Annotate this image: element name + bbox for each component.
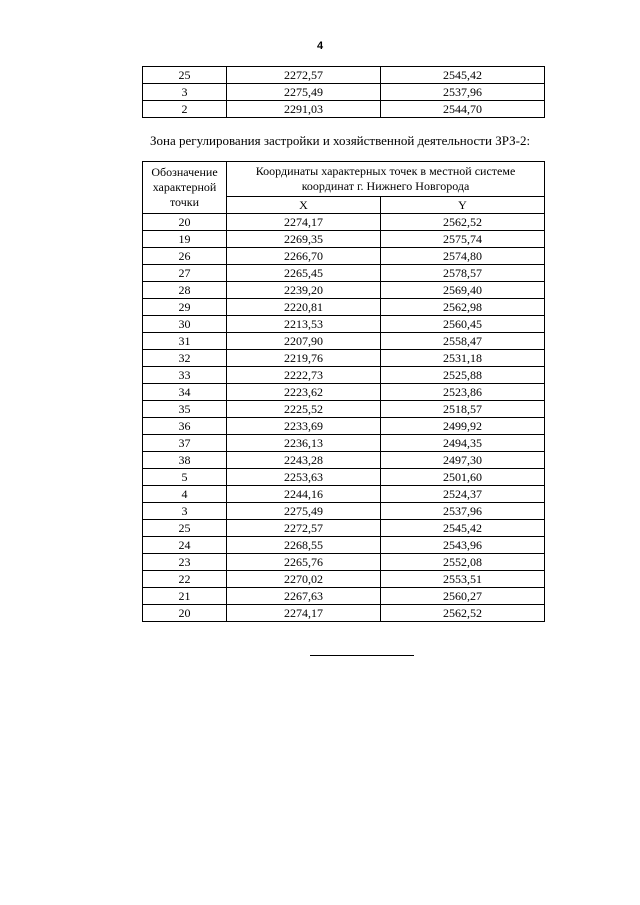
y-coordinate-cell: 2562,52 [381, 214, 545, 231]
table-row [143, 367, 545, 384]
point-id-cell: 3 [143, 84, 227, 101]
point-id-cell: 25 [143, 520, 227, 537]
point-id-cell: 4 [143, 486, 227, 503]
x-coordinate-cell: 2274,17 [227, 214, 381, 231]
point-id-cell: 20 [143, 605, 227, 622]
x-coordinate-cell: 2219,76 [227, 350, 381, 367]
y-coordinate-cell: 2523,86 [381, 384, 545, 401]
x-coordinate-cell: 2213,53 [227, 316, 381, 333]
y-coordinate-cell: 2562,52 [381, 605, 545, 622]
table-row [143, 486, 545, 503]
y-coordinate-cell: 2545,42 [381, 520, 545, 537]
x-coordinate-cell: 2275,49 [227, 503, 381, 520]
y-coordinate-cell: 2560,45 [381, 316, 545, 333]
table-row [143, 435, 545, 452]
y-coordinate-cell: 2501,60 [381, 469, 545, 486]
table-row [143, 588, 545, 605]
point-id-cell: 36 [143, 418, 227, 435]
point-id-cell: 27 [143, 265, 227, 282]
x-coordinate-cell: 2239,20 [227, 282, 381, 299]
table-row [143, 503, 545, 520]
y-coordinate-cell: 2518,57 [381, 401, 545, 418]
point-id-cell: 24 [143, 537, 227, 554]
table-row [143, 520, 545, 537]
y-coordinate-cell: 2558,47 [381, 333, 545, 350]
point-id-cell: 30 [143, 316, 227, 333]
point-id-cell: 33 [143, 367, 227, 384]
table-row [143, 333, 545, 350]
y-coordinate-cell: 2525,88 [381, 367, 545, 384]
x-coordinate-cell: 2272,57 [227, 520, 381, 537]
x-coordinate-cell: 2266,70 [227, 248, 381, 265]
table-row [143, 452, 545, 469]
y-coordinate-cell: 2499,92 [381, 418, 545, 435]
point-id-cell: 5 [143, 469, 227, 486]
y-coordinate-cell: 2562,98 [381, 299, 545, 316]
y-coordinate-cell: 2531,18 [381, 350, 545, 367]
point-id-cell: 3 [143, 503, 227, 520]
x-coordinate-cell: 2270,02 [227, 571, 381, 588]
point-id-cell: 23 [143, 554, 227, 571]
x-coordinate-cell: 2244,16 [227, 486, 381, 503]
x-coordinate-cell: 2275,49 [227, 84, 381, 101]
table-row [143, 605, 545, 622]
point-id-cell: 2 [143, 101, 227, 118]
x-coordinate-cell: 2243,28 [227, 452, 381, 469]
table-row [143, 537, 545, 554]
point-id-cell: 25 [143, 67, 227, 84]
table-row [143, 67, 545, 84]
table-row [143, 401, 545, 418]
y-coordinate-cell: 2569,40 [381, 282, 545, 299]
x-coordinate-cell: 2220,81 [227, 299, 381, 316]
point-id-cell: 31 [143, 333, 227, 350]
point-id-cell: 28 [143, 282, 227, 299]
point-id-cell: 34 [143, 384, 227, 401]
x-coordinate-cell: 2265,76 [227, 554, 381, 571]
x-coordinate-cell: 2272,57 [227, 67, 381, 84]
point-id-cell: 35 [143, 401, 227, 418]
table-row [143, 316, 545, 333]
header-coordinates: Координаты характерных точек в местной системе координат г. Нижнего Новгорода [227, 162, 545, 197]
table-row [143, 282, 545, 299]
point-id-cell: 20 [143, 214, 227, 231]
x-coordinate-cell: 2265,45 [227, 265, 381, 282]
x-coordinate-cell: 2233,69 [227, 418, 381, 435]
point-id-cell: 26 [143, 248, 227, 265]
y-coordinate-cell: 2553,51 [381, 571, 545, 588]
table-row [143, 384, 545, 401]
y-coordinate-cell: 2578,57 [381, 265, 545, 282]
table-row [143, 84, 545, 101]
point-id-cell: 22 [143, 571, 227, 588]
table-row [143, 554, 545, 571]
x-coordinate-cell: 2223,62 [227, 384, 381, 401]
x-coordinate-cell: 2268,55 [227, 537, 381, 554]
point-id-cell: 21 [143, 588, 227, 605]
y-coordinate-cell: 2560,27 [381, 588, 545, 605]
x-coordinate-cell: 2291,03 [227, 101, 381, 118]
table-row [143, 214, 545, 231]
coordinates-table-zrz2-body [143, 214, 545, 622]
table-row [143, 101, 545, 118]
x-coordinate-cell: 2207,90 [227, 333, 381, 350]
table-row [143, 350, 545, 367]
point-id-cell: 38 [143, 452, 227, 469]
header-point-designation: Обозначение характерной точки [143, 162, 227, 214]
x-coordinate-cell: 2236,13 [227, 435, 381, 452]
x-coordinate-cell: 2267,63 [227, 588, 381, 605]
y-coordinate-cell: 2524,37 [381, 486, 545, 503]
table-row [143, 571, 545, 588]
y-coordinate-cell: 2537,96 [381, 503, 545, 520]
point-id-cell: 29 [143, 299, 227, 316]
x-coordinate-cell: 2253,63 [227, 469, 381, 486]
x-coordinate-cell: 2269,35 [227, 231, 381, 248]
x-coordinate-cell: 2222,73 [227, 367, 381, 384]
y-coordinate-cell: 2575,74 [381, 231, 545, 248]
table-row [143, 231, 545, 248]
point-id-cell: 19 [143, 231, 227, 248]
point-id-cell: 37 [143, 435, 227, 452]
point-id-cell: 32 [143, 350, 227, 367]
table-row [143, 299, 545, 316]
y-coordinate-cell: 2574,80 [381, 248, 545, 265]
y-coordinate-cell: 2494,35 [381, 435, 545, 452]
x-coordinate-cell: 2225,52 [227, 401, 381, 418]
x-coordinate-cell: 2274,17 [227, 605, 381, 622]
y-coordinate-cell: 2497,30 [381, 452, 545, 469]
table-row [143, 418, 545, 435]
zone-title: Зона регулирования застройки и хозяйственной деятельности ЗРЗ-2: [150, 133, 531, 148]
coordinates-table-zrz2 [142, 161, 545, 622]
table-row [143, 469, 545, 486]
y-coordinate-cell: 2545,42 [381, 67, 545, 84]
y-coordinate-cell: 2544,70 [381, 101, 545, 118]
table-row [143, 265, 545, 282]
footer-rule [310, 655, 414, 656]
y-coordinate-cell: 2552,08 [381, 554, 545, 571]
table-row [143, 248, 545, 265]
coordinates-table-continued [142, 66, 545, 118]
y-coordinate-cell: 2543,96 [381, 537, 545, 554]
y-coordinate-cell: 2537,96 [381, 84, 545, 101]
header-x: X [227, 197, 381, 214]
header-y: Y [381, 197, 545, 214]
page-number: 4 [316, 40, 324, 52]
coordinates-table-continued-body [143, 67, 545, 118]
